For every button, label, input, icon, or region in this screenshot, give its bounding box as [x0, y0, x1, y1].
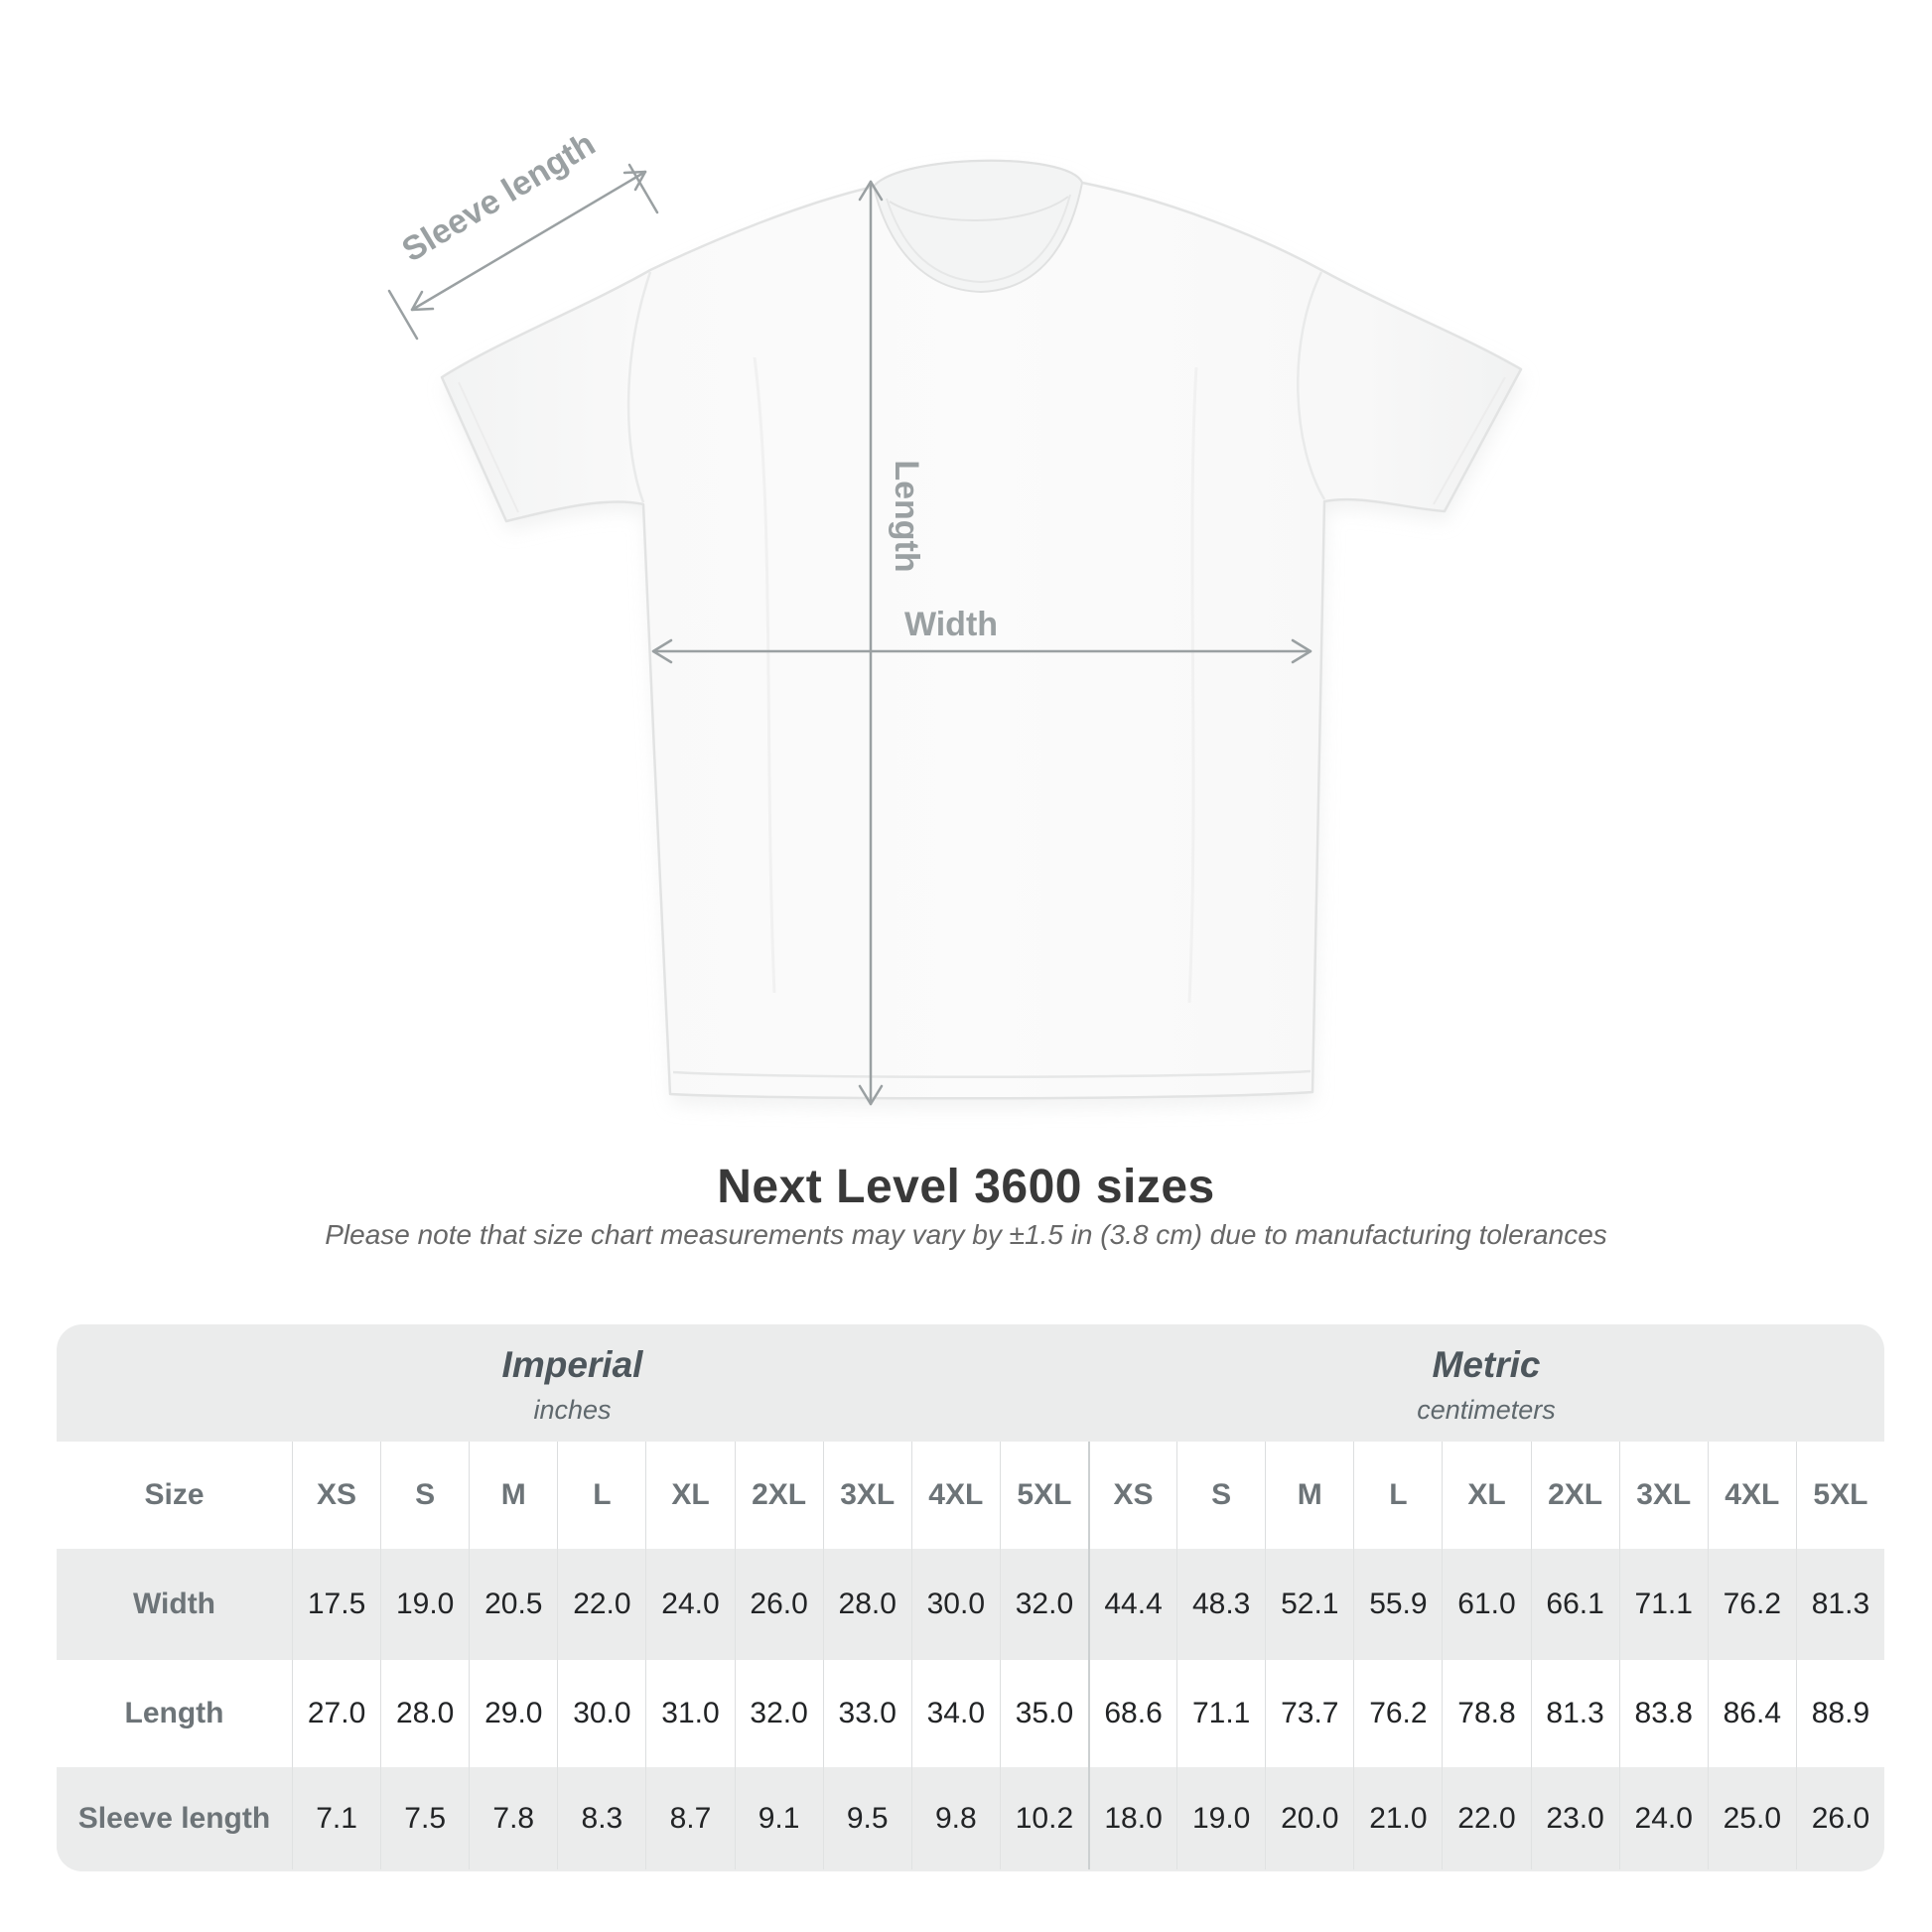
size-column-header: 5XL: [1000, 1442, 1088, 1549]
measurement-row: [57, 1660, 1884, 1767]
row-label: Length: [124, 1697, 224, 1729]
value-cell: 7.5: [380, 1767, 469, 1869]
units-header-row: [57, 1324, 1884, 1442]
value-cell: 48.3: [1176, 1549, 1265, 1660]
value-cell: 76.2: [1708, 1549, 1796, 1660]
value-cell: 20.0: [1265, 1767, 1353, 1869]
value-cell: 73.7: [1265, 1660, 1353, 1767]
value-cell: 7.1: [292, 1767, 380, 1869]
value-cell: 32.0: [1000, 1549, 1088, 1660]
value-cell: 30.0: [557, 1660, 645, 1767]
value-cell: 21.0: [1353, 1767, 1442, 1869]
page-subtitle: Please note that size chart measurements may vary by ±1.5 in (3.8 cm) due to manufacturing tolerances: [325, 1219, 1607, 1250]
size-column-header: XL: [645, 1442, 734, 1549]
length-label: Length: [888, 460, 925, 573]
imperial-unit-label: inches: [533, 1395, 612, 1425]
value-cell: 9.8: [911, 1767, 1000, 1869]
value-cell: 32.0: [735, 1660, 823, 1767]
value-cell: 28.0: [823, 1549, 911, 1660]
value-cell: 71.1: [1619, 1549, 1708, 1660]
measurement-row: [57, 1549, 1884, 1660]
value-cell: 44.4: [1088, 1549, 1176, 1660]
metric-heading-block: [1088, 1324, 1884, 1442]
value-cell: 17.5: [292, 1549, 380, 1660]
value-cell: 23.0: [1531, 1767, 1619, 1869]
size-table-card: [57, 1324, 1884, 1871]
value-cell: 22.0: [557, 1549, 645, 1660]
size-column-header: L: [1353, 1442, 1442, 1549]
size-column-header: M: [469, 1442, 557, 1549]
value-cell: 26.0: [1796, 1767, 1884, 1869]
value-cell: 25.0: [1708, 1767, 1796, 1869]
value-cell: 76.2: [1353, 1660, 1442, 1767]
sleeve-length-label: Sleeve length: [395, 124, 603, 270]
imperial-heading-block: [57, 1324, 1088, 1442]
size-column-header: M: [1265, 1442, 1353, 1549]
value-cell: 81.3: [1796, 1549, 1884, 1660]
value-cell: 55.9: [1353, 1549, 1442, 1660]
measurement-row: [57, 1767, 1884, 1869]
value-cell: 9.5: [823, 1767, 911, 1869]
value-cell: 52.1: [1265, 1549, 1353, 1660]
value-cell: 28.0: [380, 1660, 469, 1767]
imperial-heading: Imperial: [501, 1344, 643, 1385]
value-cell: 61.0: [1442, 1549, 1530, 1660]
value-cell: 9.1: [735, 1767, 823, 1869]
size-column-header: 2XL: [1531, 1442, 1619, 1549]
value-cell: 81.3: [1531, 1660, 1619, 1767]
value-cell: 88.9: [1796, 1660, 1884, 1767]
size-column-header: S: [1176, 1442, 1265, 1549]
value-cell: 19.0: [380, 1549, 469, 1660]
size-table: [57, 1442, 1884, 1869]
size-column-header: L: [557, 1442, 645, 1549]
value-cell: 20.5: [469, 1549, 557, 1660]
value-cell: 29.0: [469, 1660, 557, 1767]
size-column-header: S: [380, 1442, 469, 1549]
row-label: Width: [132, 1587, 216, 1620]
metric-heading: Metric: [1432, 1344, 1541, 1385]
value-cell: 8.7: [645, 1767, 734, 1869]
value-cell: 22.0: [1442, 1767, 1530, 1869]
size-column-header: 3XL: [823, 1442, 911, 1549]
size-column-header: 4XL: [1708, 1442, 1796, 1549]
value-cell: 83.8: [1619, 1660, 1708, 1767]
size-column-header: XL: [1442, 1442, 1530, 1549]
value-cell: 86.4: [1708, 1660, 1796, 1767]
size-column-header: 5XL: [1796, 1442, 1884, 1549]
size-column-header: 4XL: [911, 1442, 1000, 1549]
value-cell: 24.0: [1619, 1767, 1708, 1869]
row-label: Sleeve length: [77, 1801, 271, 1835]
width-label: Width: [903, 606, 999, 643]
value-cell: 26.0: [735, 1549, 823, 1660]
value-cell: 68.6: [1088, 1660, 1176, 1767]
size-column-header: XS: [1088, 1442, 1176, 1549]
row-label: Size: [144, 1478, 205, 1511]
value-cell: 7.8: [469, 1767, 557, 1869]
value-cell: 71.1: [1176, 1660, 1265, 1767]
size-column-header: 2XL: [735, 1442, 823, 1549]
value-cell: 18.0: [1088, 1767, 1176, 1869]
size-column-header: 3XL: [1619, 1442, 1708, 1549]
value-cell: 27.0: [292, 1660, 380, 1767]
value-cell: 24.0: [645, 1549, 734, 1660]
size-header-row: [57, 1442, 1884, 1549]
value-cell: 34.0: [911, 1660, 1000, 1767]
size-column-header: XS: [292, 1442, 380, 1549]
value-cell: 78.8: [1442, 1660, 1530, 1767]
value-cell: 8.3: [557, 1767, 645, 1869]
value-cell: 19.0: [1176, 1767, 1265, 1869]
metric-unit-label: centimeters: [1417, 1395, 1556, 1425]
page-title: Next Level 3600 sizes: [717, 1161, 1215, 1213]
value-cell: 30.0: [911, 1549, 1000, 1660]
value-cell: 66.1: [1531, 1549, 1619, 1660]
value-cell: 31.0: [645, 1660, 734, 1767]
value-cell: 35.0: [1000, 1660, 1088, 1767]
value-cell: 33.0: [823, 1660, 911, 1767]
value-cell: 10.2: [1000, 1767, 1088, 1869]
